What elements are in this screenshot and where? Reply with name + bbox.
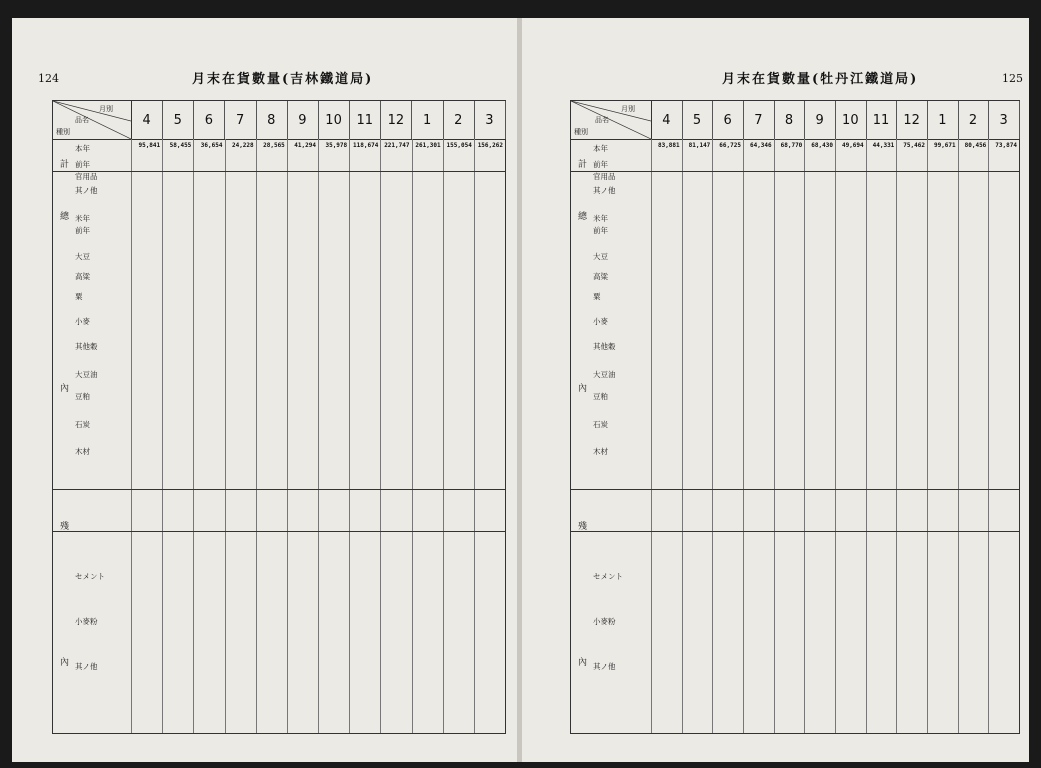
month-header: 4: [131, 101, 163, 139]
data-column: [682, 141, 713, 151]
type-header-label: 種別: [56, 128, 70, 136]
row-label: 大豆油: [75, 370, 98, 379]
month-header-label: 月別: [99, 105, 113, 113]
month-header: 6: [193, 101, 225, 139]
table-cell: 24,228: [231, 142, 254, 149]
section-label: 計: [576, 159, 586, 168]
month-header: 2: [958, 101, 990, 139]
data-column: [318, 141, 349, 151]
table-cell: 75,462: [903, 142, 925, 149]
section-label: 內: [58, 383, 68, 392]
left-page: [12, 18, 517, 762]
data-column: [651, 141, 682, 151]
row-label: 前年: [75, 160, 90, 169]
table-cell: 68,770: [780, 142, 803, 149]
row-label: 本年: [593, 144, 608, 153]
data-column: [225, 141, 256, 151]
page-title: 月末在貨數量(吉林鐵道局): [192, 72, 374, 87]
row-label: 小麥粉: [593, 617, 616, 626]
row-label: 小麥粉: [75, 617, 98, 626]
table-cell: 156,262: [477, 142, 503, 149]
row-label: 木材: [593, 447, 608, 456]
table-cell: 58,455: [169, 142, 192, 149]
type-header-label: 種別: [574, 128, 588, 136]
data-column: [804, 141, 835, 151]
month-header: 1: [927, 101, 959, 139]
table-cell: 221,747: [384, 142, 410, 149]
month-header: 12: [896, 101, 928, 139]
item-header-label: 品名: [595, 116, 609, 124]
month-header: 10: [835, 101, 867, 139]
month-header: 5: [162, 101, 194, 139]
row-label: 本年: [75, 144, 90, 153]
header-corner: [53, 101, 132, 139]
item-header-label: 品名: [75, 116, 89, 124]
book-spread: [12, 18, 1029, 762]
section-label: 殘: [576, 521, 586, 530]
section-label: 內: [576, 657, 586, 666]
table-cell: 81,147: [688, 142, 711, 149]
row-label: 前年: [593, 160, 608, 169]
table-cell: 66,725: [719, 142, 741, 149]
row-label: 官用品: [75, 172, 98, 181]
month-header: 11: [349, 101, 381, 139]
row-label: 粟: [75, 292, 83, 301]
table-cell: 49,694: [841, 142, 864, 149]
month-header-label: 月別: [621, 105, 635, 113]
month-header: 3: [988, 101, 1020, 139]
row-label: 高粱: [75, 272, 90, 281]
data-column: [256, 141, 287, 151]
section-label: 總: [58, 211, 68, 220]
month-header: 2: [443, 101, 475, 139]
data-column: [162, 141, 193, 151]
data-column: [287, 141, 318, 151]
header-corner: [571, 101, 652, 139]
month-header: 12: [380, 101, 412, 139]
row-label: 其ノ他: [593, 662, 616, 671]
row-label: 豆粕: [593, 392, 608, 401]
data-table: [570, 100, 1020, 734]
data-column: [896, 141, 927, 151]
row-label: 木材: [75, 447, 90, 456]
row-label: 粟: [593, 292, 601, 301]
row-label: 高粱: [593, 272, 608, 281]
row-label: 前年: [593, 226, 608, 235]
month-header: 9: [287, 101, 319, 139]
row-label: 石炭: [75, 420, 90, 429]
data-column: [412, 141, 443, 151]
section-label: 計: [58, 159, 68, 168]
table-cell: 95,841: [138, 142, 161, 149]
data-table: [52, 100, 506, 734]
table-cell: 155,054: [446, 142, 472, 149]
row-label: 大豆油: [593, 370, 616, 379]
row-label: 石炭: [593, 420, 608, 429]
month-header: 10: [318, 101, 350, 139]
row-label: 大豆: [593, 252, 608, 261]
table-cell: 41,294: [294, 142, 316, 149]
table-cell: 68,430: [811, 142, 833, 149]
table-cell: 28,565: [263, 142, 285, 149]
month-header: 9: [804, 101, 836, 139]
section-label: 殘: [58, 521, 68, 530]
page-number: 125: [1002, 72, 1023, 85]
row-label: 米年: [593, 214, 608, 223]
section-label: 內: [58, 657, 68, 666]
table-cell: 44,331: [872, 142, 895, 149]
data-column: [443, 141, 474, 151]
row-label: 其ノ他: [593, 186, 616, 195]
table-cell: 64,346: [749, 142, 772, 149]
table-cell: 118,674: [353, 142, 379, 149]
section-label: 內: [576, 383, 586, 392]
month-header: 7: [743, 101, 775, 139]
row-label: 其他穀: [593, 342, 616, 351]
row-label: セメント: [75, 572, 105, 581]
table-cell: 73,874: [995, 142, 1017, 149]
data-column: [743, 141, 774, 151]
table-cell: 36,654: [200, 142, 223, 149]
data-column: [774, 141, 805, 151]
month-header: 8: [256, 101, 288, 139]
month-header: 5: [682, 101, 714, 139]
row-label: 小麥: [593, 317, 608, 326]
month-header: 11: [866, 101, 898, 139]
row-label: 豆粕: [75, 392, 90, 401]
data-column: [349, 141, 380, 151]
month-header: 7: [225, 101, 257, 139]
row-label: 米年: [75, 214, 90, 223]
data-column: [474, 141, 505, 151]
table-cell: 83,881: [657, 142, 680, 149]
data-column: [866, 141, 897, 151]
data-column: [380, 141, 411, 151]
month-header: 6: [712, 101, 744, 139]
month-header: 1: [412, 101, 444, 139]
row-label: 其ノ他: [75, 662, 98, 671]
section-label: 總: [576, 211, 586, 220]
data-column: [958, 141, 989, 151]
page-number: 124: [38, 72, 59, 85]
table-cell: 261,301: [415, 142, 441, 149]
row-label: 大豆: [75, 252, 90, 261]
right-page: [522, 18, 1029, 762]
data-column: [712, 141, 743, 151]
row-label: セメント: [593, 572, 623, 581]
row-label: 小麥: [75, 317, 90, 326]
page-title: 月末在貨數量(牡丹江鐵道局): [722, 72, 919, 87]
row-label: 其ノ他: [75, 186, 98, 195]
row-label: 前年: [75, 226, 90, 235]
month-header: 8: [774, 101, 806, 139]
table-cell: 35,978: [325, 142, 348, 149]
month-header: 4: [651, 101, 683, 139]
data-column: [988, 141, 1019, 151]
data-column: [835, 141, 866, 151]
row-label: 官用品: [593, 172, 616, 181]
data-column: [927, 141, 958, 151]
table-cell: 99,671: [933, 142, 956, 149]
data-column: [131, 141, 162, 151]
row-label: 其他穀: [75, 342, 98, 351]
data-column: [193, 141, 224, 151]
month-header: 3: [474, 101, 506, 139]
table-cell: 80,456: [964, 142, 987, 149]
